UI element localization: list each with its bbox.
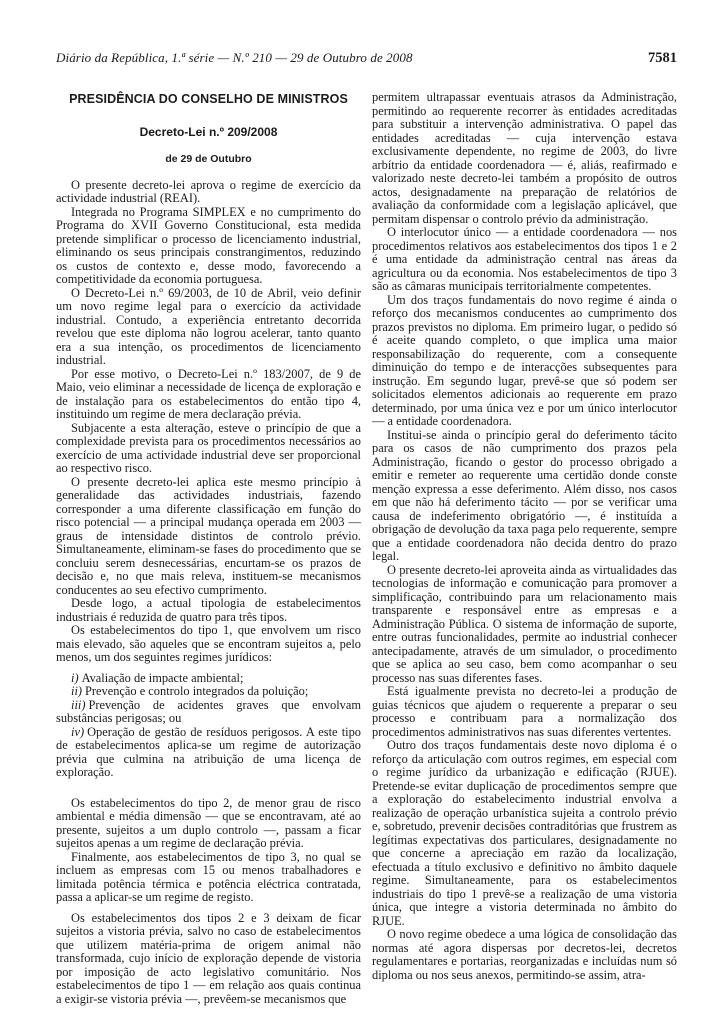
paragraph: Desde logo, a actual tipologia de estabelecimentos industriais é reduzida de quatro para três tipos.: [56, 596, 361, 624]
page-number: 7581: [648, 50, 677, 66]
roman-numeral: ii): [71, 684, 83, 698]
right-column: [372, 91, 677, 1006]
two-column-body: [56, 91, 677, 1006]
paragraph: O Decreto-Lei n.º 69/2003, de 10 de Abril, veio definir um novo regime legal para o exercício da actividade industrial. Contudo, a experiência entretanto decorrida revelou que este diploma não logrou acelerar, tanto quanto era a sua intenção, os procedimentos de licenciamento industrial.: [56, 285, 361, 367]
paragraph: permitem ultrapassar eventuais atrasos da Administração, permitindo ao requerente recorrer às entidades acreditadas para substituir a intervenção administrativa. O papel das entidades acreditadas — cuja intervenção estava exclusivamente dependente, no regime de 2003, do livre arbítrio da entidade coordenadora — é, aliás, reafirmado e valorizado neste decreto-lei também a propósito de outros actos, designadamente na preparação de relatórios de avaliação da conformidade com a legislação aplicável, que permitam dispensar o controlo prévio da administração.: [372, 90, 677, 226]
roman-numeral: i): [71, 670, 79, 685]
paragraph: Por esse motivo, o Decreto-Lei n.º 183/2007, de 9 de Maio, veio eliminar a necessidade de licença de exploração e de instalação para os estabelecimentos do então tipo 4, instituindo um regime de mera declaração prévia.: [56, 366, 361, 421]
paragraph: Um dos traços fundamentais do novo regime é ainda o reforço dos mecanismos conducentes ao cumprimento dos prazos previstos no diploma. Em primeiro lugar, o pedido só é aceite quando completo, o que implica uma maior responsabilização do requerente, com a consequente diminuição do tempo e de interacções subsequentes para instrução. Em segundo lugar, prevê-se que só podem ser solicitados elementos adicionais ao requerente em prazo determinado, por uma única vez e por um único interlocutor — a entidade coordenadora.: [372, 292, 677, 428]
paragraph: Outro dos traços fundamentais deste novo diploma é o reforço da articulação com outros regimes, em especial com o regime jurídico da urbanização e edificação (RJUE). Pretende-se evitar duplicação de procedimentos sempre que a exploração do estabelecimento industrial envolva a realização de operação urbanística sujeita a controlo prévio e, sobretudo, prevenir decisões contraditórias que frustrem as legítimas expectativas dos particulares, designadamente no que concerne a apreciação em razão da localização, efectuada a título exclusivo e definitivo no âmbito daquele regime. Simultaneamente, para os estabelecimentos industriais do tipo 1 prevê-se a realização de uma vistoria única, que integre a vistoria determinada no âmbito do RJUE.: [372, 738, 677, 928]
decree-title: Decreto-Lei n.º 209/2008: [139, 124, 278, 139]
paragraph: O presente decreto-lei aprova o regime de exercício da actividade industrial (REAI).: [56, 177, 361, 205]
roman-numeral: iii): [71, 697, 86, 712]
list-item: [56, 672, 361, 686]
page-header: [56, 50, 677, 67]
paragraph: O presente decreto-lei aproveita ainda as virtualidades das tecnologias de informação e comunicação para promover a simplificação, contribuindo para um relacionamento mais transparente e responsável entre as empresas e a Administração Pública. O sistema de informação de suporte, entre outras funcionalidades, permite ao industrial conhecer antecipadamente, através de um simulador, o procedimento que se aplica ao seu caso, bem como acompanhar o seu processo nas suas diferentes fases.: [372, 562, 677, 685]
paragraph: O novo regime obedece a uma lógica de consolidação das normas até agora dispersas por decretos-lei, decretos regulamentares e portarias, reorganizadas e incluídas num só diploma ou nos seus anexos, permitindo-se assim, atra-: [372, 927, 677, 982]
list-item-text: Prevenção e controlo integrados da poluição;: [85, 684, 309, 698]
paragraph: Institui-se ainda o princípio geral do deferimento tácito para os casos de não cumprimento dos prazos pela Administração, ficando o gestor do processo obrigado a emitir e remeter ao requerente uma certidão donde conste menção expressa a esse deferimento. Além disso, nos casos em que não há deferimento tácito — por se verificar uma causa de indeferimento obrigatório —, é instituída a obrigação de devolução da taxa paga pelo requerente, sempre que a entidade coordenadora não decida dentro do prazo legal.: [372, 427, 677, 563]
paragraph: O interlocutor único — a entidade coordenadora — nos procedimentos relativos aos estabelecimentos dos tipos 1 e 2 é uma entidade da administração central nas áreas da agricultura ou da economia. Nos estabelecimentos de tipo 3 são as câmaras municipais territorialmente competentes.: [372, 225, 677, 293]
list-item-text: Operação de gestão de resíduos perigosos. A este tipo de estabelecimentos aplica-se um regime de autorização prévia que culmina na atribuição de uma licença de exploração.: [56, 724, 361, 779]
roman-numeral: iv): [71, 724, 85, 739]
left-column: [56, 91, 361, 1006]
ministry-heading: PRESIDÊNCIA DO CONSELHO DE MINISTROS: [69, 92, 348, 106]
paragraph: O presente decreto-lei aplica este mesmo princípio à generalidade das actividades industriais, fazendo corresponder a uma diferente classificação em função do risco potencial — a principal mudança operada em 2003 — graus de intensidade distintos de controlo prévio. Simultaneamente, eliminam-se fases do procedimento que se concluiu serem desnecessárias, encurtam-se os prazos de decisão e, no que mais releva, instituem-se mecanismos conducentes ao seu efectivo cumprimento.: [56, 474, 361, 597]
paragraph: Os estabelecimentos do tipo 2, de menor grau de risco ambiental e média dimensão — que se encontravam, até ao presente, sujeitos a um duplo controlo —, passam a ficar sujeitos apenas a um regime de declaração prévia.: [56, 795, 361, 850]
list-item-text: Avaliação de impacte ambiental;: [81, 670, 244, 685]
paragraph: Os estabelecimentos do tipo 1, que envolvem um risco mais elevado, são aqueles que se encontram sujeitos a, pelo menos, um dos seguintes regimes jurídicos:: [56, 623, 361, 664]
list-item: [56, 699, 361, 726]
journal-title-line: Diário da República, 1.ª série — N.º 210 — 29 de Outubro de 2008: [56, 50, 413, 65]
paragraph: Finalmente, aos estabelecimentos de tipo 3, no qual se incluem as empresas com 15 ou menos trabalhadores e limitada potência térmica e potência eléctrica contratada, passa a aplicar-se um regime de registo.: [56, 849, 361, 904]
legal-regimes-list: [56, 672, 361, 780]
list-item-text: Prevenção de acidentes graves que envolvam substâncias perigosas; ou: [56, 697, 361, 725]
paragraph: Os estabelecimentos dos tipos 2 e 3 deixam de ficar sujeitos a vistoria prévia, salvo no caso de estabelecimentos que utilizem matéria-prima de origem animal não transformada, cujo início de exploração depende de vistoria por imposição de acto legislativo comunitário. Nos estabelecimentos de tipo 1 — em relação aos quais continua a exigir-se vistoria prévia —, prevêem-se mecanismos que: [56, 910, 361, 1006]
list-item: [56, 726, 361, 780]
paragraph: Está igualmente prevista no decreto-lei a produção de guias técnicos que ajudem o requerente a preparar o seu processo e contribuam para a normalização dos procedimentos administrativos nas suas diferentes vertentes.: [372, 684, 677, 739]
paragraph: Integrada no Programa SIMPLEX e no cumprimento do Programa do XVII Governo Constitucional, esta medida pretende simplificar o processo de licenciamento industrial, eliminando os seus principais constrangimentos, reduzindo os custos de contexto e, desse modo, favorecendo a competitividade da economia portuguesa.: [56, 204, 361, 286]
paragraph: Subjacente a esta alteração, esteve o princípio de que a complexidade prevista para os procedimentos necessários ao exercício de uma actividade industrial deve ser proporcional ao respectivo risco.: [56, 420, 361, 475]
decree-date: de 29 de Outubro: [165, 153, 252, 165]
list-item: [56, 685, 361, 699]
